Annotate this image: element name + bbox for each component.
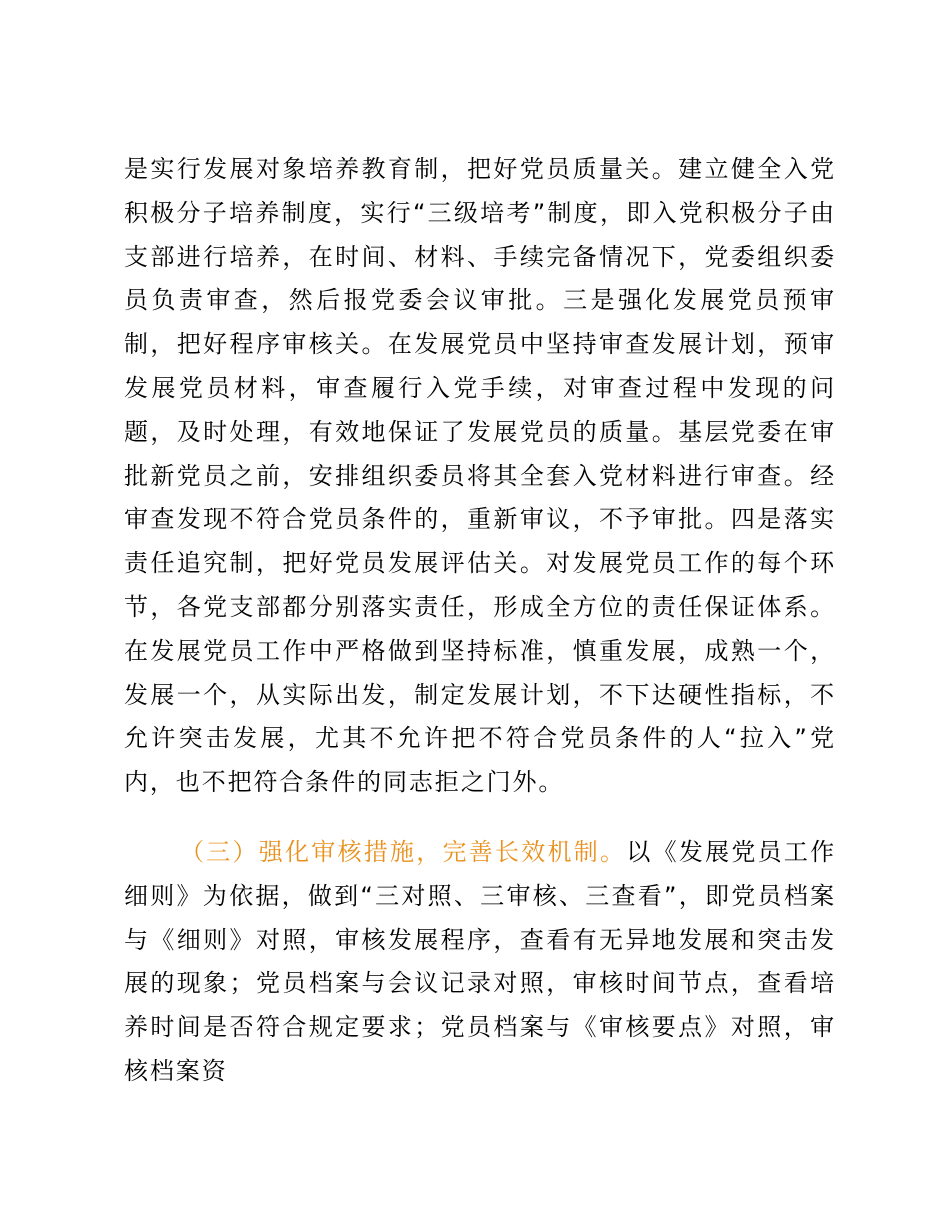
body-paragraph-1: 是实行发展对象培养教育制，把好党员质量关。建立健全入党积极分子培养制度，实行“三级培考”制度，即入党积极分子由支部进行培养，在时间、材料、手续完备情况下，党委组织委员负责审查，然后报党委会议审批。三是强化发展党员预审制，把好程序审核关。在发展党员中坚持审查发展计划，预审发展党员材料，审查履行入党手续，对审查过程中发现的问题，及时处理，有效地保证了发展党员的质量。基层党委在审批新党员之前，安排组织委员将其全套入党材料进行审查。经审查发现不符合党员条件的，重新审议，不予审批。四是落实责任追究制，把好党员发展评估关。对发展党员工作的每个环节，各党支部都分别落实责任，形成全方位的责任保证体系。在发展党员工作中严格做到坚持标准，慎重发展，成熟一个，发展一个，从实际出发，制定发展计划，不下达硬性指标，不允许突击发展，尤其不允许把不符合党员条件的人“拉入”党内，也不把符合条件的同志拒之门外。: [124, 155, 836, 797]
section-body: 以《发展党员工作细则》为依据，做到“三对照、三审核、三查看”，即党员档案与《细则》对照，审核发展程序，查看有无异地发展和突击发展的现象；党员档案与会议记录对照，审核时间节点，查看培养时间是否符合规定要求；党员档案与《审核要点》对照，审核档案资: [124, 838, 836, 1085]
body-paragraph-2: [124, 831, 836, 1094]
section-heading: （三）强化审核措施，完善长效机制。: [180, 838, 627, 866]
